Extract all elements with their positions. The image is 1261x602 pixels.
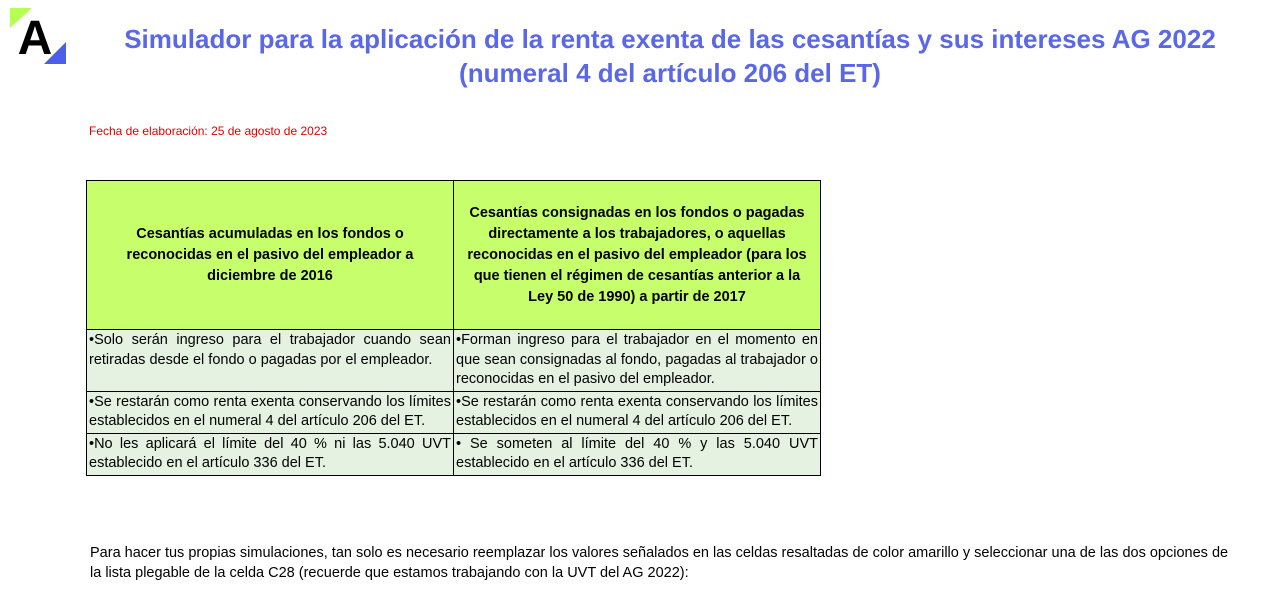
instructions-text: Para hacer tus propias simulaciones, tan solo es necesario reemplazar los valores señalados en las celdas resaltadas de color amarillo y seleccionar una de las dos opciones de la lista plegable de la celda C28 (recuerde que estamos trabajando con la UVT del AG 2022): [90, 545, 1229, 581]
column-header-2017: Cesantías consignadas en los fondos o pagadas directamente a los trabajadores, o aquellas reconocidas en el pasivo del empleador (para los que tienen el régimen de cesantías anterior a la Ley 50 de 1990) a partir de 2017 [454, 181, 821, 330]
table-cell: •Se restarán como renta exenta conservando los límites establecidos en el numeral 4 del artículo 206 del ET. [87, 391, 454, 433]
column-header-2016: Cesantías acumuladas en los fondos o reconocidas en el pasivo del empleador a diciembre de 2016 [87, 181, 454, 330]
table-row [87, 391, 821, 433]
table-cell: • Se someten al límite del 40 % y las 5.040 UVT establecido en el artículo 336 del ET. [454, 433, 821, 475]
elaboration-date: Fecha de elaboración: 25 de agosto de 2023 [89, 124, 328, 138]
table-cell: •Se restarán como renta exenta conservando los límites establecidos en el numeral 4 del artículo 206 del ET. [454, 391, 821, 433]
table-row [87, 433, 821, 475]
table-header-row [87, 181, 821, 330]
page-title-line1: Simulador para la aplicación de la renta exenta de las cesantías y sus intereses AG 2022 [124, 24, 1216, 54]
company-logo [8, 6, 68, 66]
page-title [80, 22, 1260, 90]
table-row [87, 330, 821, 392]
comparison-table [86, 180, 821, 476]
table-cell: •No les aplicará el límite del 40 % ni las 5.040 UVT establecido en el artículo 336 del ET. [87, 433, 454, 475]
page-title-line2: (numeral 4 del artículo 206 del ET) [459, 58, 881, 88]
table-cell: •Forman ingreso para el trabajador en el momento en que sean consignadas al fondo, pagadas al trabajador o reconocidas en el pasivo del empleador. [454, 330, 821, 392]
logo-letter: A [17, 12, 53, 65]
table-cell: •Solo serán ingreso para el trabajador cuando sean retiradas desde el fondo o pagadas por el empleador. [87, 330, 454, 392]
